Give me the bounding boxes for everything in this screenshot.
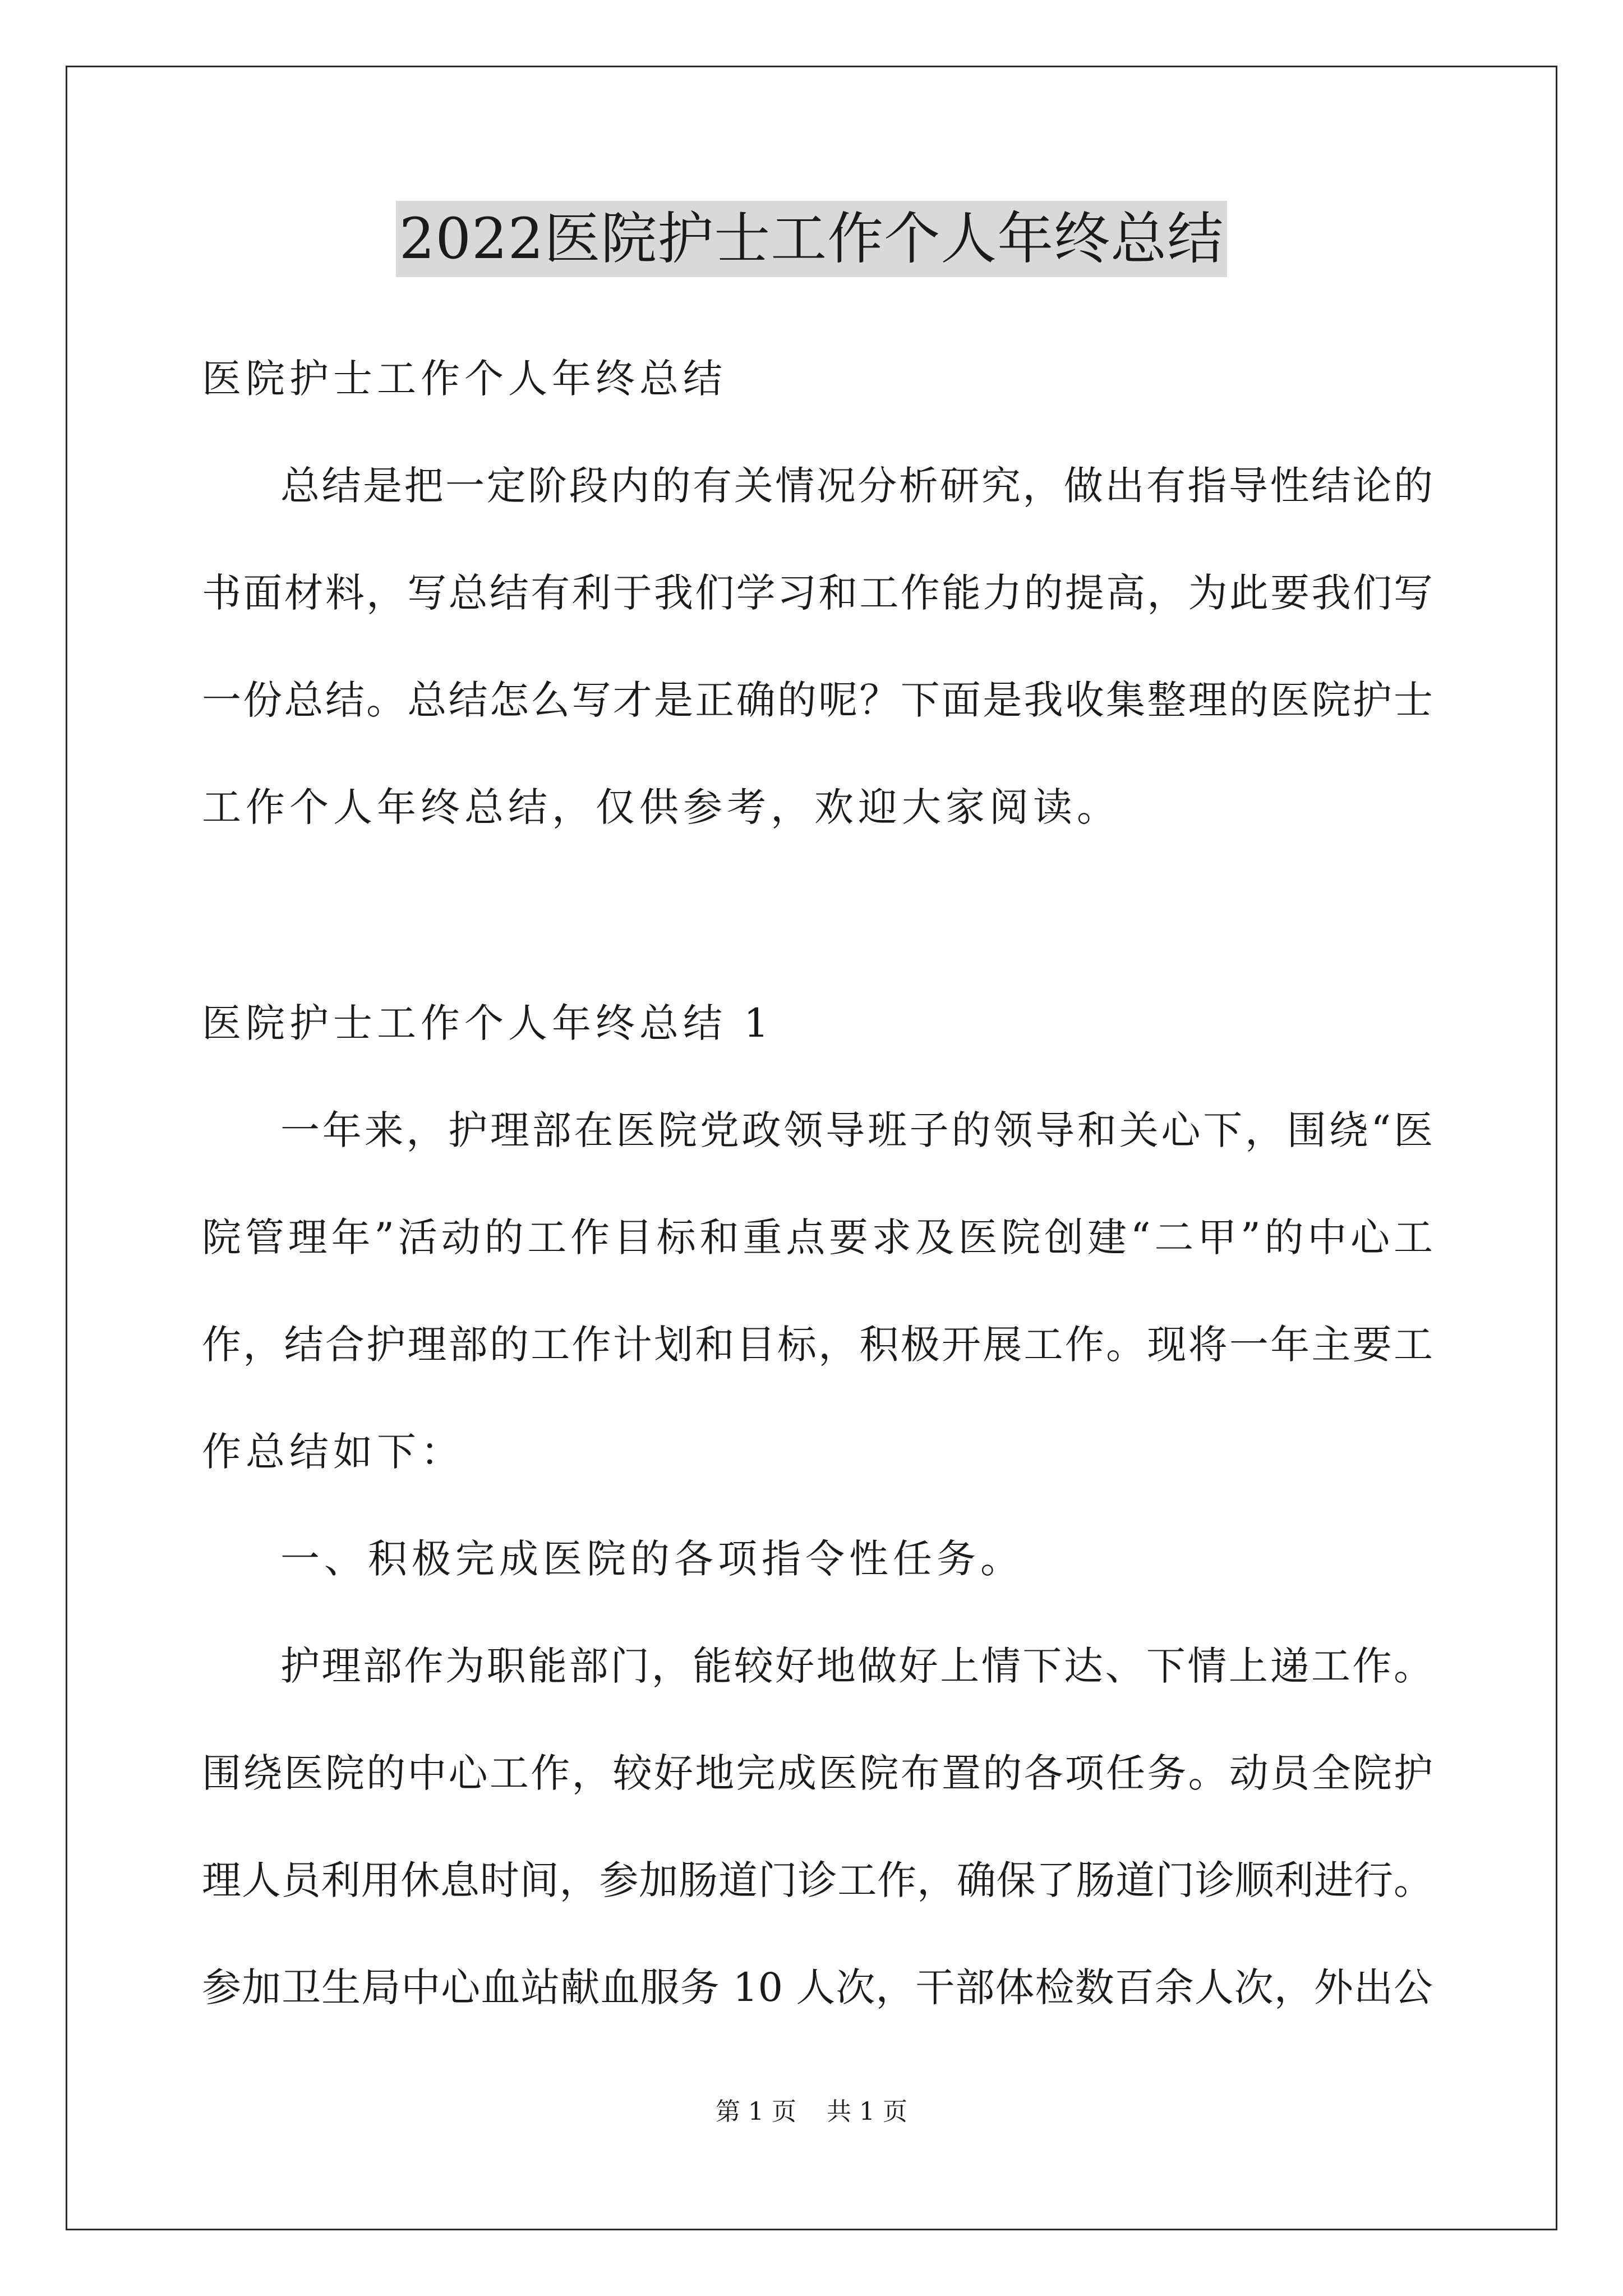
subsection-heading: 一、积极完成医院的各项指令性任务。 (280, 1536, 1024, 1582)
page-total: 共 1 页 (827, 2097, 907, 2126)
document-title: 2022医院护士工作个人年终总结 (396, 201, 1228, 277)
body-paragraph-line: 参加卫生局中心血站献血服务 10 人次，干部体检数百余人次，外出公 (202, 1964, 1433, 2010)
body-paragraph-line: 作，结合护理部的工作计划和目标，积极开展工作。现将一年主要工 (202, 1322, 1433, 1368)
intro-paragraph-line: 一份总结。总结怎么写才是正确的呢？下面是我收集整理的医院护士 (202, 677, 1433, 723)
intro-paragraph-line: 总结是把一定阶段内的有关情况分析研究，做出有指导性结论的 (280, 463, 1433, 509)
body-paragraph-line: 院管理年”活动的工作目标和重点要求及医院创建“二甲”的中心工 (202, 1214, 1433, 1260)
body-paragraph-line: 一年来，护理部在医院党政领导班子的领导和关心下，围绕“医 (280, 1107, 1433, 1153)
intro-paragraph-line: 工作个人年终总结，仅供参考，欢迎大家阅读。 (202, 784, 1121, 830)
body-paragraph-line: 围绕医院的中心工作，较好地完成医院布置的各项任务。动员全院护 (202, 1750, 1433, 1796)
subtitle-heading: 医院护士工作个人年终总结 (202, 356, 727, 402)
section-heading: 医院护士工作个人年终总结 1 (202, 1000, 773, 1046)
page-number: 第 1 页 (716, 2097, 796, 2126)
body-paragraph-line: 作总结如下： (202, 1429, 464, 1475)
title-container (0, 201, 1623, 277)
body-paragraph-line: 护理部作为职能部门，能较好地做好上情下达、下情上递工作。 (280, 1643, 1433, 1689)
body-paragraph-line: 理人员利用休息时间，参加肠道门诊工作，确保了肠道门诊顺利进行。 (202, 1857, 1433, 1903)
intro-paragraph-line: 书面材料，写总结有利于我们学习和工作能力的提高，为此要我们写 (202, 570, 1433, 616)
page-footer (0, 2095, 1623, 2129)
